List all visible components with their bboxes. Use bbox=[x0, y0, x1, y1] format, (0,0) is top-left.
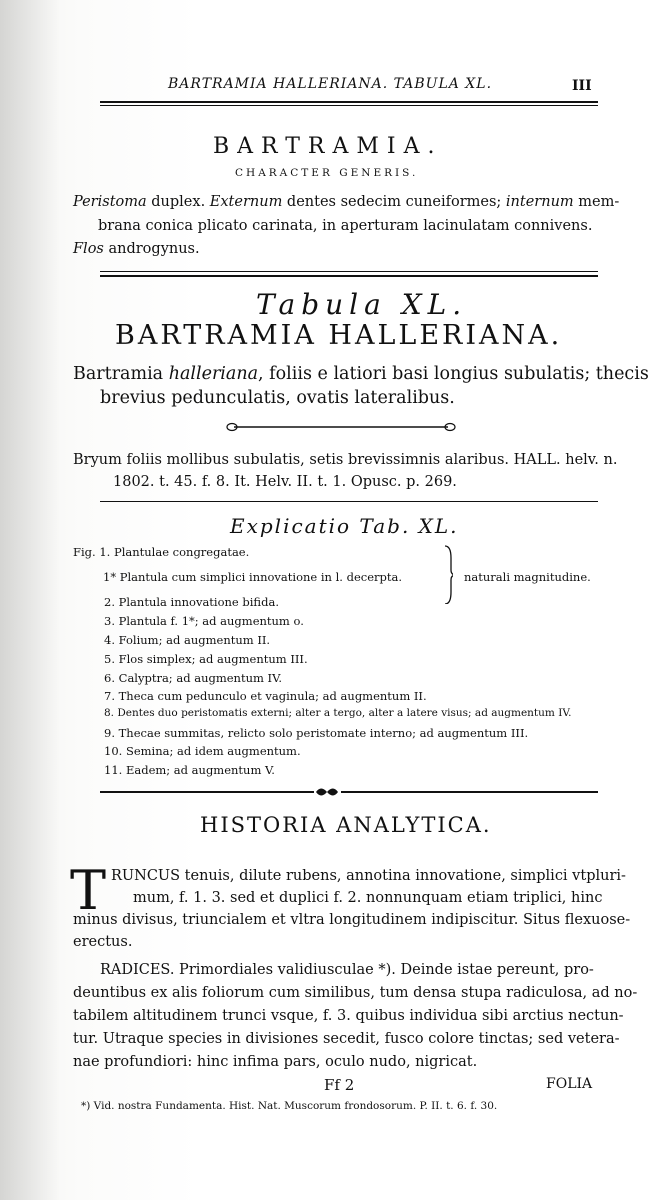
figure-item: 4. Folium; ad augmentum II. bbox=[104, 633, 271, 647]
figure-item: 7. Theca cum pedunculo et vaginula; ad augmentum II. bbox=[104, 689, 427, 703]
historia-line-6: deuntibus ex alis foliorum cum similibus, tum densa stupa radiculosa, ad no- bbox=[73, 985, 638, 1001]
gutter-shadow bbox=[0, 0, 60, 1200]
page-number: III bbox=[572, 78, 592, 94]
explicatio-title: Explicatio Tab. XL. bbox=[230, 514, 459, 538]
figure-item: 6. Calyptra; ad augmentum IV. bbox=[104, 671, 283, 685]
synonym-line-1: Bryum foliis mollibus subulatis, setis brevissimnis alaribus. HALL. helv. n. bbox=[73, 452, 618, 468]
figure-item: Fig. 1. Plantulae congregatae. bbox=[73, 545, 250, 559]
catchword: FOLIA bbox=[546, 1076, 593, 1092]
figure-item: 1* Plantula cum simplici innovatione in l. decerpta. bbox=[103, 570, 403, 584]
genus-title: BARTRAMIA. bbox=[213, 134, 443, 159]
section-rule-right bbox=[341, 791, 598, 793]
figure-item: 10. Semina; ad idem augmentum. bbox=[104, 744, 301, 758]
character-generis: CHARACTER GENERIS. bbox=[235, 167, 419, 179]
figure-item: 8. Dentes duo peristomatis externi; alter a tergo, alter a latere visus; ad augmentum IV. bbox=[104, 707, 572, 719]
historia-line-1: RUNCUS tenuis, dilute rubens, annotina innovatione, simplici vtpluri- bbox=[111, 868, 626, 884]
running-head: BARTRAMIA HALLERIANA. TABULA XL. bbox=[168, 76, 493, 92]
historia-line-8: tur. Utraque species in divisiones secedit, fusco colore tinctas; sed vetera- bbox=[73, 1031, 620, 1047]
tabula-title: Tabula XL. bbox=[256, 288, 468, 321]
header-rule bbox=[100, 101, 598, 103]
brace-note: naturali magnitudine. bbox=[464, 570, 591, 584]
brace bbox=[443, 544, 453, 604]
historia-line-4: erectus. bbox=[73, 934, 133, 950]
historia-title: HISTORIA ANALYTICA. bbox=[200, 813, 492, 837]
synonym-line-2: 1802. t. 45. f. 8. It. Helv. II. t. 1. Opusc. p. 269. bbox=[113, 474, 457, 490]
ornament-flourish bbox=[314, 784, 340, 800]
drop-cap: T bbox=[70, 859, 107, 922]
diagnosis-line-2: brevius pedunculatis, ovatis lateralibus. bbox=[100, 388, 455, 408]
ornament-rule bbox=[226, 420, 456, 434]
genus-rule bbox=[100, 275, 598, 277]
genus-line-3: Flos androgynus. bbox=[73, 241, 200, 257]
footnote: *) Vid. nostra Fundamenta. Hist. Nat. Muscorum frondosorum. P. II. t. 6. f. 30. bbox=[81, 1100, 498, 1112]
figure-item: 3. Plantula f. 1*; ad augmentum o. bbox=[104, 614, 304, 628]
diagnosis-line-1: Bartramia halleriana, foliis e latiori basi longius subulatis; thecis bbox=[73, 364, 649, 384]
genus-line-1: Peristoma duplex. Externum dentes sedecim cuneiformes; internum mem- bbox=[73, 194, 620, 210]
figure-item: 9. Thecae summitas, relicto solo peristomate interno; ad augmentum III. bbox=[104, 726, 529, 740]
header-rule-thin bbox=[100, 105, 598, 106]
synonym-rule bbox=[100, 501, 598, 502]
figure-item: 5. Flos simplex; ad augmentum III. bbox=[104, 652, 308, 666]
species-title: BARTRAMIA HALLERIANA. bbox=[115, 320, 563, 351]
genus-rule-thin bbox=[100, 271, 598, 272]
genus-line-2: brana conica plicato carinata, in aperturam lacinulatam connivens. bbox=[98, 218, 593, 234]
historia-line-7: tabilem altitudinem trunci vsque, f. 3. quibus individua sibi arctius nectun- bbox=[73, 1008, 624, 1024]
historia-line-5: RADICES. Primordiales validiusculae *). Deinde istae pereunt, pro- bbox=[100, 962, 594, 978]
historia-line-2: mum, f. 1. 3. sed et duplici f. 2. nonnunquam etiam triplici, hinc bbox=[133, 890, 603, 906]
figure-item: 2. Plantula innovatione bifida. bbox=[104, 595, 279, 609]
historia-line-3: minus divisus, triuncialem et vltra longitudinem indipiscitur. Situs flexuose- bbox=[73, 912, 631, 928]
signature-mark: Ff 2 bbox=[324, 1076, 355, 1094]
section-rule-left bbox=[100, 791, 314, 793]
historia-line-9: nae profundiori: hinc infima pars, oculo nudo, nigricat. bbox=[73, 1054, 478, 1070]
figure-item: 11. Eadem; ad augmentum V. bbox=[104, 763, 275, 777]
